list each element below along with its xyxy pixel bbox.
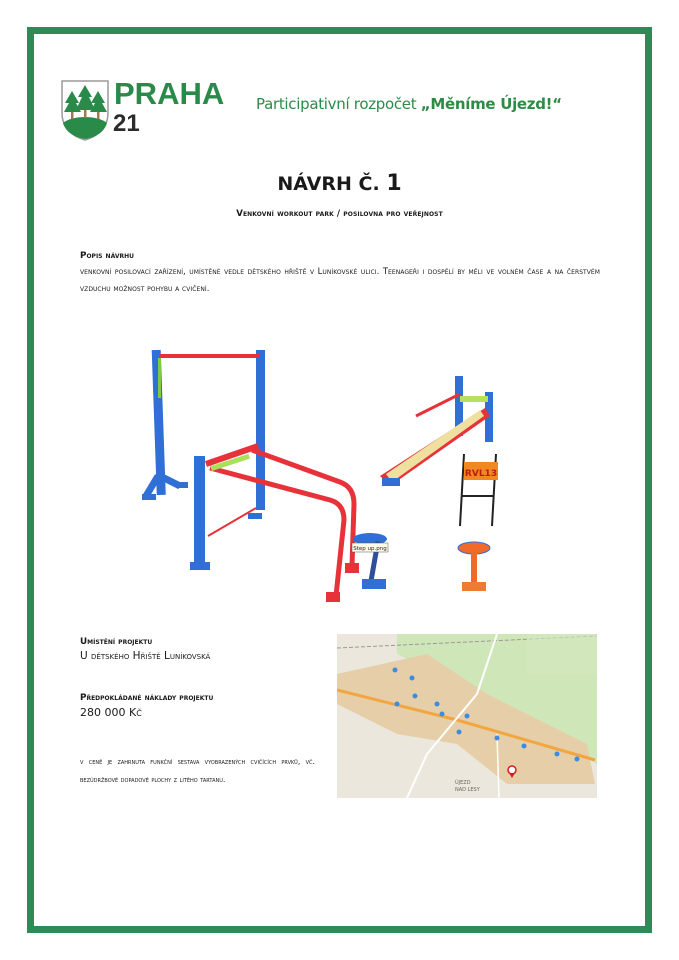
cost-section [80,693,315,719]
map-place-label-1: ÚJEZD [455,780,471,786]
location-value: U dětského Hřiště Luníkovská [80,650,211,662]
orange-pedestal-image [458,542,490,591]
praha-21-logo [60,76,230,143]
location-section [80,637,315,662]
cost-value: 280 000 Kč [80,706,142,719]
rvl13-sign-image [460,454,498,526]
proposal-title [0,171,679,196]
description-label: Popis návrhu [80,251,134,261]
description-text: venkovní posilovací zařízení, umístěné vedle dětského hřiště v Luníkovské ulici. Teenageři i dospělí by měli ve volném čase a na čerstvém vzduchu možnost pohybu a cvičení. [80,266,600,293]
location-label: Umístění projektu [80,637,153,647]
workout-equipment-images [140,336,520,608]
logo-praha-text: PRAHA [114,76,225,111]
step-up-tooltip: Step up.png [353,546,387,552]
participatory-budget-heading [256,95,562,113]
map-graphic [337,634,597,798]
logo-district-number: 21 [113,110,140,137]
equipment-illustration [140,336,520,608]
location-map[interactable] [337,634,597,798]
cost-label: Předpokládané náklady projektu [80,693,214,703]
cost-note: v ceně je zahrnuta funkční sestava vyobrazených cvičících prvků, vč. bezúdržbové dopadové plochy z litého tartanu. [80,757,315,784]
step-up-pedestal-image [352,533,388,589]
coat-of-arms-icon [60,79,110,141]
description-section [80,251,600,297]
title-prefix: NÁVRH Č. [277,173,387,195]
heading-prefix: Participativní rozpočet [256,95,421,113]
title-number: 1 [386,171,402,196]
pullup-bar-image [142,350,359,602]
map-place-label-2: NAD LESY [455,787,480,793]
proposal-subtitle: Venkovní workout park / posilovna pro veřejnost [236,209,443,219]
sign-brand-text: RVL13 [464,469,498,479]
heading-campaign-name: „Měníme Újezd!“ [420,95,562,113]
